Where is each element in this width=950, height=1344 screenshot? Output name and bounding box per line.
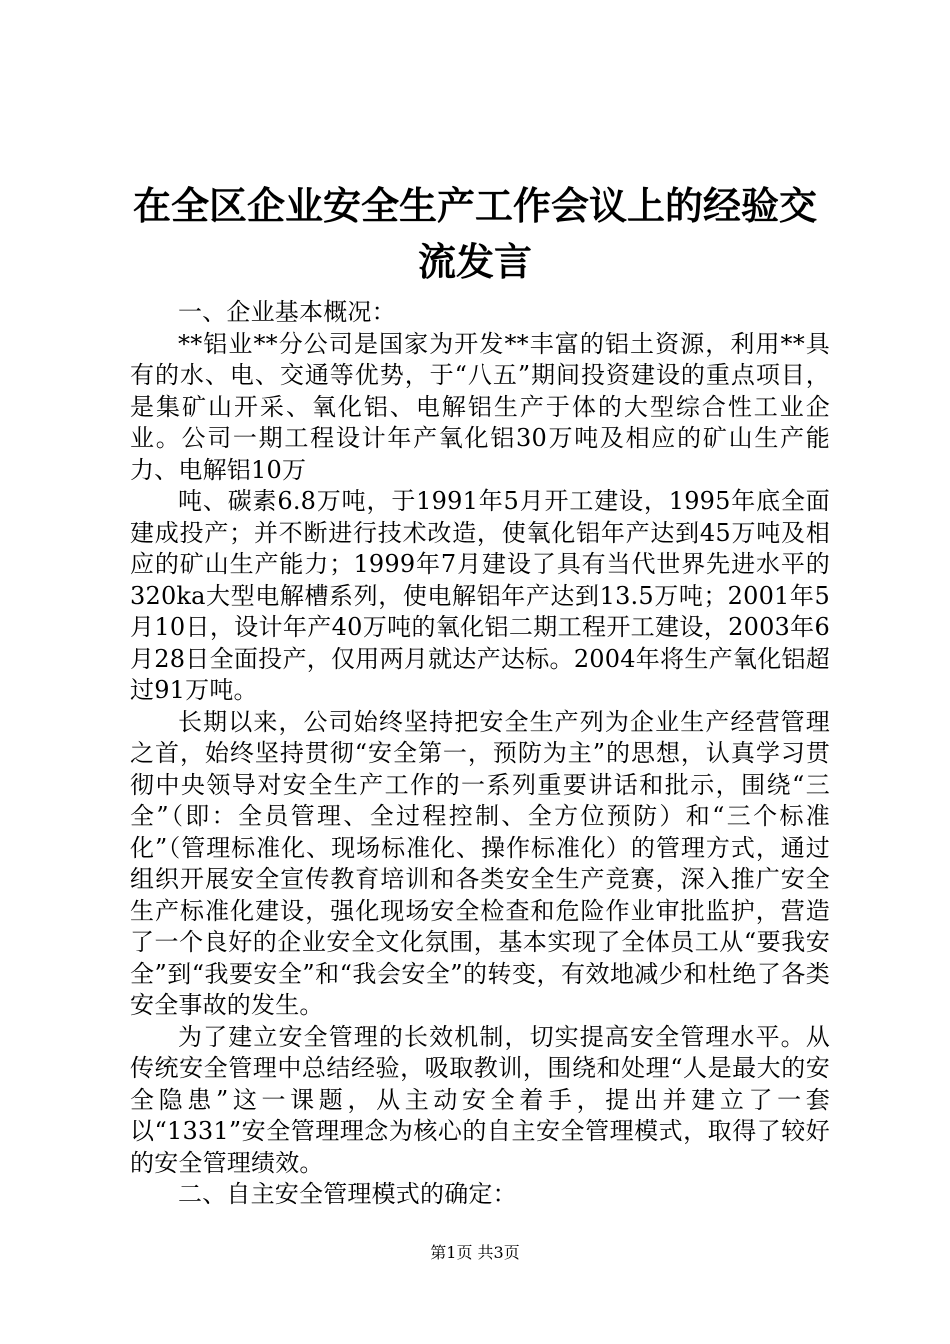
document-body	[130, 297, 830, 1211]
paragraph-construction-history: 吨、碳素6.8万吨，于1991年5月开工建设，1995年底全面建成投产；并不断进行技术改造，使氧化铝年产达到45万吨及相应的矿山生产能力；1999年7月建设了具有当代世界先进水平的320ka大型电解槽系列，使电解铝年产达到13.5万吨；2001年5月10日，设计年产40万吨的氧化铝二期工程开工建设，2003年6月28日全面投产，仅用两月就达产达标。2004年将生产氧化铝超过91万吨。	[130, 487, 830, 704]
document-title: 在全区企业安全生产工作会议上的经验交流发言	[132, 183, 817, 284]
section-heading-1: 一、企业基本概况：	[178, 298, 396, 326]
paragraph-company-intro: **铝业**分公司是国家为开发**丰富的铝土资源，利用**具有的水、电、交通等优势，于“八五”期间投资建设的重点项目，是集矿山开采、氧化铝、电解铝生产于体的大型综合性工业企业。公司一期工程设计年产氧化铝30万吨及相应的矿山生产能力、电解铝10万	[130, 329, 830, 484]
page-footer: 第1页 共3页	[430, 1243, 520, 1262]
paragraph-safety-mode: 为了建立安全管理的长效机制，切实提高安全管理水平。从传统安全管理中总结经验，吸取教训，围绕和处理“人是最大的安全隐患”这一课题，从主动安全着手，提出并建立了一套以“1331”安全管理理念为核心的自主安全管理模式，取得了较好的安全管理绩效。	[130, 1022, 830, 1177]
paragraph-safety-practice: 长期以来，公司始终坚持把安全生产列为企业生产经营管理之首，始终坚持贯彻“安全第一，预防为主”的思想，认真学习贯彻中央领导对安全生产工作的一系列重要讲话和批示，围绕“三全”（即：全员管理、全过程控制、全方位预防）和“三个标准化”（管理标准化、现场标准化、操作标准化）的管理方式，通过组织开展安全宣传教育培训和各类安全生产竞赛，深入推广安全生产标准化建设，强化现场安全检查和危险作业审批监护，营造了一个良好的企业安全文化氛围，基本实现了全体员工从“要我安全”到“我要安全”和“我会安全”的转变，有效地减少和杜绝了各类安全事故的发生。	[130, 707, 830, 1019]
section-heading-2: 二、自主安全管理模式的确定：	[178, 1180, 517, 1208]
